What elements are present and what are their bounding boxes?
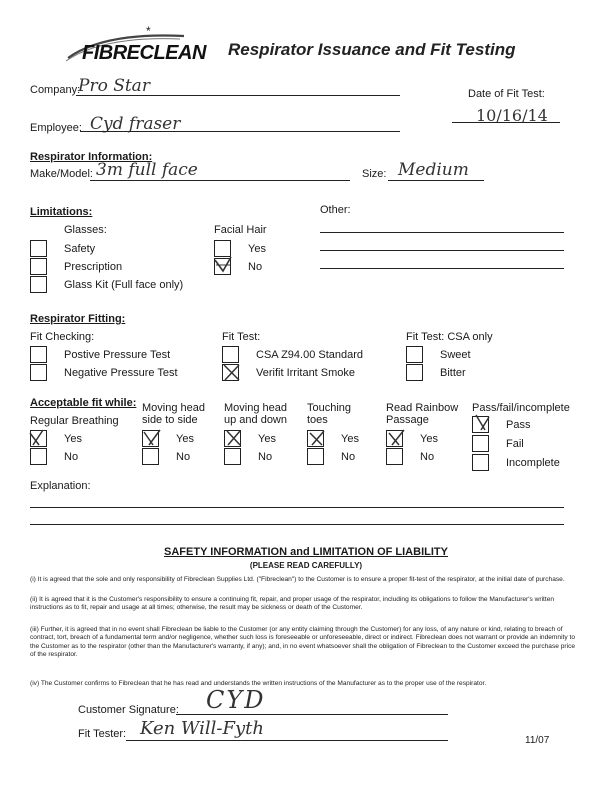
check-mark-icon — [29, 429, 47, 447]
facial-hair-label: Facial Hair — [214, 224, 267, 236]
bitter-checkbox[interactable] — [406, 364, 423, 381]
safety-checkbox[interactable] — [30, 240, 47, 257]
fail-label: Fail — [506, 438, 524, 450]
company-value[interactable]: Pro Star — [78, 76, 150, 96]
acceptable-fit-heading: Acceptable fit while: — [30, 397, 137, 409]
brand-logo — [64, 24, 234, 70]
pass-checkbox[interactable] — [472, 416, 489, 433]
csa-standard-label: CSA Z94.00 Standard — [256, 349, 364, 361]
fit-checking-label: Fit Checking: — [30, 331, 95, 343]
size-value[interactable]: Medium — [398, 160, 469, 180]
date-label: Date of Fit Test: — [468, 88, 545, 100]
respirator-fitting-heading: Respirator Fitting: — [30, 313, 126, 325]
rainbow-passage-yes-checkbox[interactable] — [386, 430, 403, 447]
limitations-heading: Limitations: — [30, 206, 93, 218]
side-to-side-no-checkbox[interactable] — [142, 448, 159, 465]
rainbow-passage-no-label: No — [420, 451, 435, 463]
check-mark-icon — [214, 256, 232, 274]
date-line — [452, 122, 560, 123]
up-and-down-title: Moving head up and down — [224, 402, 287, 426]
brand-star: * — [146, 24, 151, 38]
negative-pressure-checkbox[interactable] — [30, 364, 47, 381]
fit-test-label: Fit Test: — [222, 331, 261, 343]
regular-breathing-title: Regular Breathing — [30, 415, 119, 427]
employee-line — [80, 131, 400, 132]
glass-kit-checkbox[interactable] — [30, 276, 47, 293]
fail-checkbox[interactable] — [472, 435, 489, 452]
check-mark-icon — [387, 429, 405, 447]
check-mark-icon — [143, 429, 161, 447]
prescription-label: Prescription — [64, 261, 123, 273]
clause-i: (i) It is agreed that the sole and only responsibility of Fibreclean Supplies Ltd. ("Fibreclean") to the Customer is to ensure a proper fit-test of the respirator, at the initial date of purchase. — [30, 576, 565, 583]
customer-signature-value[interactable]: CYD — [206, 686, 266, 714]
check-mark-icon — [473, 414, 491, 432]
sweet-checkbox[interactable] — [406, 346, 423, 363]
check-mark-icon — [223, 363, 241, 381]
side-to-side-title: Moving head side to side — [142, 402, 205, 426]
rainbow-passage-title: Read Rainbow Passage — [386, 402, 459, 426]
regular-breathing-no-checkbox[interactable] — [30, 448, 47, 465]
make-model-label: Make/Model: — [30, 168, 93, 180]
clause-iii: (iii) Further, it is agreed that in no event shall Fibreclean be liable to the Customer (or any entity claiming through the Customer) for any loss, of any nature or kind, relating to breach of contract, tort, breach of a fundamental term and/or negligence, whether such loss is foreseeable or unforeseeable, direct or indirect. Fibreclean does not warrant or provide an indemnity to the Customer as to the respirator (other than the Manufacturer's warranty, if any); and, in no event whatsoever shall the obligation of Fibreclean to the Customer exceed the purchase price of the respirator. — [30, 626, 576, 658]
fit-tester-value[interactable]: Ken Will-Fyth — [140, 718, 264, 739]
fit-tester-label: Fit Tester: — [78, 728, 127, 740]
other-label: Other: — [320, 204, 351, 216]
customer-signature-line — [176, 714, 448, 715]
make-model-value[interactable]: 3m full face — [96, 160, 198, 180]
explanation-line-2 — [30, 524, 564, 525]
check-mark-icon — [225, 429, 243, 447]
facial-hair-no-label: No — [248, 261, 263, 273]
make-model-line — [90, 180, 350, 181]
size-label: Size: — [362, 168, 387, 180]
touching-toes-title: Touching toes — [307, 402, 352, 426]
rainbow-passage-no-checkbox[interactable] — [386, 448, 403, 465]
facial-hair-no-checkbox[interactable] — [214, 258, 231, 275]
facial-hair-yes-checkbox[interactable] — [214, 240, 231, 257]
prescription-checkbox[interactable] — [30, 258, 47, 275]
incomplete-checkbox[interactable] — [472, 454, 489, 471]
glasses-label: Glasses: — [64, 224, 107, 236]
positive-pressure-checkbox[interactable] — [30, 346, 47, 363]
csa-standard-checkbox[interactable] — [222, 346, 239, 363]
touching-toes-no-label: No — [341, 451, 356, 463]
regular-breathing-no-label: No — [64, 451, 79, 463]
other-line-1 — [320, 232, 564, 233]
employee-value[interactable]: Cyd fraser — [90, 114, 181, 134]
touching-toes-yes-label: Yes — [341, 433, 359, 445]
clause-iv: (iv) The Customer confirms to Fibreclean that he has read and understands the written instructions of the Manufacturer as to the proper use of the respirator. — [30, 680, 487, 687]
safety-subtitle: (PLEASE READ CAREFULLY) — [249, 561, 363, 570]
regular-breathing-yes-checkbox[interactable] — [30, 430, 47, 447]
size-line — [388, 180, 484, 181]
explanation-line-1 — [30, 507, 564, 508]
employee-label: Employee: — [30, 122, 82, 134]
fit-test-csa-label: Fit Test: CSA only — [406, 331, 493, 343]
sweet-label: Sweet — [440, 349, 471, 361]
up-and-down-yes-checkbox[interactable] — [224, 430, 241, 447]
up-and-down-no-checkbox[interactable] — [224, 448, 241, 465]
explanation-label: Explanation: — [30, 480, 91, 492]
up-and-down-no-label: No — [258, 451, 273, 463]
safety-title: SAFETY INFORMATION and LIMITATION OF LIABILITY — [164, 546, 448, 558]
safety-label: Safety — [64, 243, 96, 255]
page-title: Respirator Issuance and Fit Testing — [228, 40, 516, 59]
touching-toes-yes-checkbox[interactable] — [307, 430, 324, 447]
bitter-label: Bitter — [440, 367, 466, 379]
date-value[interactable]: 10/16/14 — [476, 106, 548, 125]
verifit-label: Verifit Irritant Smoke — [256, 367, 356, 379]
customer-signature-label: Customer Signature: — [78, 704, 179, 716]
other-line-2 — [320, 250, 564, 251]
negative-pressure-label: Negative Pressure Test — [64, 367, 178, 379]
check-mark-icon — [308, 429, 326, 447]
pass-label: Pass — [506, 419, 531, 431]
regular-breathing-yes-label: Yes — [64, 433, 82, 445]
respirator-information-heading: Respirator Information: — [30, 151, 153, 163]
clause-ii: (ii) It is agreed that it is the Customer's responsibility to ensure a continuing fit, repair, and proper usage of the respirator, including its obligations to follow the Manufacturer's written instructions as to fit, repair and usage at all times; otherwise, the result may be sickness or death of the Customer. — [30, 596, 555, 612]
incomplete-label: Incomplete — [506, 457, 560, 469]
side-to-side-yes-checkbox[interactable] — [142, 430, 159, 447]
side-to-side-no-label: No — [176, 451, 191, 463]
positive-pressure-label: Postive Pressure Test — [64, 349, 171, 361]
up-and-down-yes-label: Yes — [258, 433, 276, 445]
rainbow-passage-yes-label: Yes — [420, 433, 438, 445]
form-code: 11/07 — [525, 735, 550, 746]
touching-toes-no-checkbox[interactable] — [307, 448, 324, 465]
other-line-3 — [320, 268, 564, 269]
side-to-side-yes-label: Yes — [176, 433, 194, 445]
verifit-checkbox[interactable] — [222, 364, 239, 381]
company-label: Company: — [30, 84, 81, 96]
brand-name: FIBRECLEAN — [82, 42, 206, 64]
result-title: Pass/fail/incomplete — [472, 402, 570, 414]
facial-hair-yes-label: Yes — [248, 243, 266, 255]
company-line — [76, 95, 400, 96]
fit-tester-line — [126, 740, 448, 741]
glass-kit-label: Glass Kit (Full face only) — [64, 279, 184, 291]
